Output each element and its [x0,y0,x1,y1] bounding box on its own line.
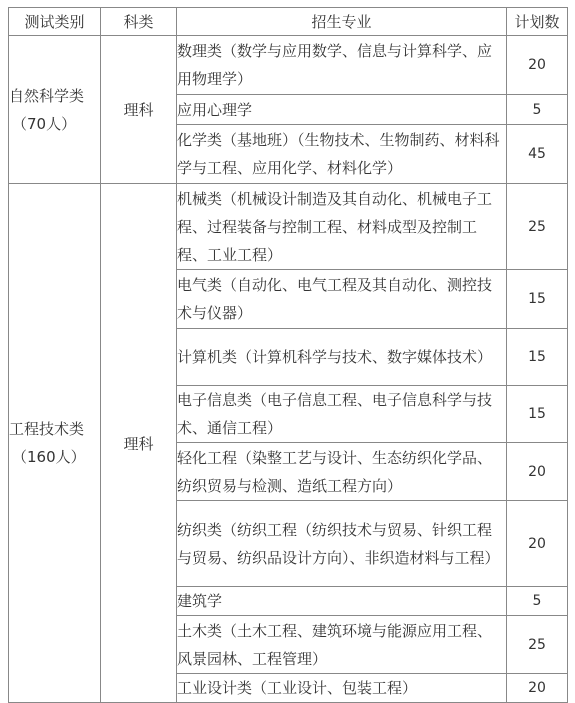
plan-count-cell: 5 [507,587,568,616]
plan-count-cell: 20 [507,36,568,95]
plan-count-cell: 5 [507,95,568,125]
plan-count-cell: 20 [507,443,568,501]
header-subject: 科类 [101,8,177,36]
major-cell: 电气类（自动化、电气工程及其自动化、测控技术与仪器） [177,270,507,329]
plan-count-cell: 25 [507,184,568,270]
category-cell [9,184,101,703]
major-cell: 工业设计类（工业设计、包装工程） [177,674,507,703]
major-cell: 电子信息类（电子信息工程、电子信息科学与技术、通信工程） [177,386,507,443]
major-cell: 数理类（数学与应用数学、信息与计算科学、应用物理学） [177,36,507,95]
major-cell: 纺织类（纺织工程（纺织技术与贸易、针织工程与贸易、纺织品设计方向）、非织造材料与工程） [177,501,507,587]
major-cell: 应用心理学 [177,95,507,125]
header-plan-count: 计划数 [507,8,568,36]
category-count: （70人） [12,114,77,133]
plan-count-cell: 15 [507,329,568,386]
subject-cell: 理科 [101,184,177,703]
header-row [9,8,568,36]
plan-count-cell: 45 [507,125,568,184]
table-row [9,36,568,95]
header-major: 招生专业 [177,8,507,36]
major-cell: 土木类（土木工程、建筑环境与能源应用工程、风景园林、工程管理） [177,616,507,674]
plan-count-cell: 20 [507,501,568,587]
major-cell: 机械类（机械设计制造及其自动化、机械电子工程、过程装备与控制工程、材料成型及控制工程、工业工程） [177,184,507,270]
subject-cell: 理科 [101,36,177,184]
major-cell: 计算机类（计算机科学与技术、数字媒体技术） [177,329,507,386]
table-row [9,184,568,270]
header-test-category: 测试类别 [9,8,101,36]
plan-count-cell: 20 [507,674,568,703]
category-count: （160人） [12,448,86,466]
major-cell: 建筑学 [177,587,507,616]
enrollment-plan-table [8,7,568,703]
plan-count-cell: 15 [507,270,568,329]
plan-count-cell: 25 [507,616,568,674]
plan-count-cell: 15 [507,386,568,443]
category-name: 自然科学类 [9,86,85,105]
major-cell: 化学类（基地班）（生物技术、生物制药、材料科学与工程、应用化学、材料化学） [177,125,507,184]
category-name: 工程技术类 [9,420,85,438]
category-cell [9,36,101,184]
major-cell: 轻化工程（染整工艺与设计、生态纺织化学品、纺织贸易与检测、造纸工程方向） [177,443,507,501]
